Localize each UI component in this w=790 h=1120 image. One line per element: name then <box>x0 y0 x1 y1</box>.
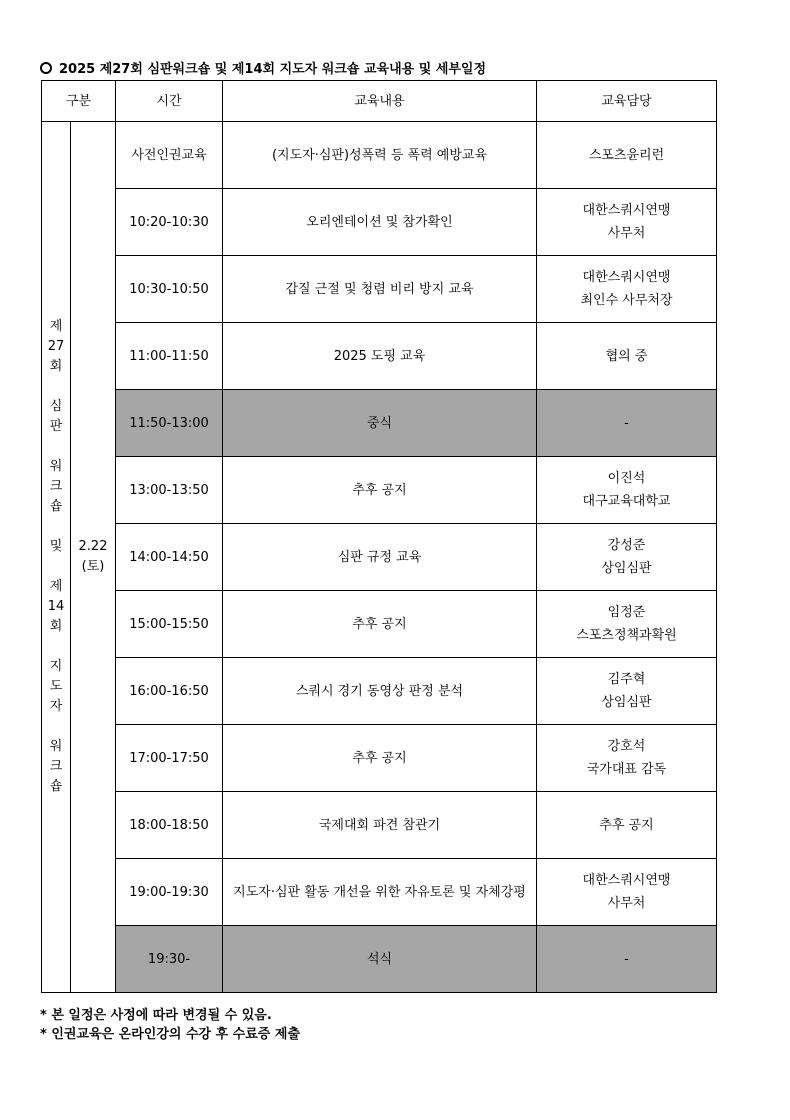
header-time: 시간 <box>116 81 223 122</box>
content-cell: 추후 공지 <box>223 591 537 658</box>
charge-line-2: 대구교육대학교 <box>582 494 671 509</box>
charge-cell <box>537 859 717 926</box>
workshop-label <box>42 122 71 993</box>
charge-line-1: 대한스쿼시연맹 <box>582 203 671 218</box>
charge-line-1: - <box>624 415 629 431</box>
time-cell: 18:00-18:50 <box>116 792 223 859</box>
charge-cell <box>537 122 717 189</box>
charge-cell <box>537 189 717 256</box>
header-charge: 교육담당 <box>537 81 717 122</box>
notes <box>40 1006 300 1044</box>
charge-line-2: 사무처 <box>607 896 646 911</box>
charge-line-1: 임정준 <box>607 605 646 620</box>
charge-line-2: 사무처 <box>607 226 646 241</box>
charge-line-1: 스포츠윤리런 <box>588 147 665 163</box>
table-row <box>42 859 717 926</box>
time-cell: 16:00-16:50 <box>116 658 223 725</box>
content-cell: 오리엔테이션 및 참가확인 <box>223 189 537 256</box>
charge-cell <box>537 725 717 792</box>
charge-cell <box>537 591 717 658</box>
table-row <box>42 524 717 591</box>
charge-cell <box>537 390 717 457</box>
time-cell: 11:00-11:50 <box>116 323 223 390</box>
charge-line-2: 국가대표 감독 <box>586 762 667 777</box>
charge-line-1: 강호석 <box>607 739 646 754</box>
content-cell: (지도자·심판)성폭력 등 폭력 예방교육 <box>223 122 537 189</box>
charge-line-1: 추후 공지 <box>599 817 654 833</box>
schedule-table <box>41 80 717 993</box>
content-cell: 국제대회 파견 참관기 <box>223 792 537 859</box>
header-category: 구분 <box>42 81 116 122</box>
circle-bullet-icon <box>40 62 52 74</box>
table-row <box>42 122 717 189</box>
title-text: 2025 제27회 심판워크숍 및 제14회 지도자 워크숍 교육내용 및 세부일정 <box>59 62 487 77</box>
time-cell: 14:00-14:50 <box>116 524 223 591</box>
content-cell: 스쿼시 경기 동영상 판정 분석 <box>223 658 537 725</box>
time-cell: 15:00-15:50 <box>116 591 223 658</box>
charge-cell <box>537 323 717 390</box>
note-item: * 본 일정은 사정에 따라 변경될 수 있음. <box>40 1008 272 1023</box>
charge-line-1: 김주혁 <box>607 672 646 687</box>
time-cell: 13:00-13:50 <box>116 457 223 524</box>
date-weekday: (토) <box>81 559 105 574</box>
table-row <box>42 323 717 390</box>
time-cell: 19:30- <box>116 926 223 993</box>
note-item: * 인권교육은 온라인강의 수강 후 수료증 제출 <box>40 1027 300 1042</box>
content-cell: 추후 공지 <box>223 725 537 792</box>
charge-cell <box>537 256 717 323</box>
time-cell: 10:30-10:50 <box>116 256 223 323</box>
content-cell: 추후 공지 <box>223 457 537 524</box>
table-row <box>42 390 717 457</box>
time-cell: 사전인권교육 <box>116 122 223 189</box>
charge-line-1: 대한스쿼시연맹 <box>582 873 671 888</box>
table-row <box>42 926 717 993</box>
charge-cell <box>537 926 717 993</box>
header-row <box>42 81 717 122</box>
time-cell: 10:20-10:30 <box>116 189 223 256</box>
time-cell: 19:00-19:30 <box>116 859 223 926</box>
time-cell: 17:00-17:50 <box>116 725 223 792</box>
date-cell <box>71 122 116 993</box>
charge-line-1: 강성준 <box>607 538 646 553</box>
charge-cell <box>537 457 717 524</box>
charge-line-2: 최인수 사무처장 <box>580 293 673 308</box>
charge-line-1: 대한스쿼시연맹 <box>582 270 671 285</box>
content-cell: 석식 <box>223 926 537 993</box>
document-title <box>40 58 486 77</box>
table-row <box>42 457 717 524</box>
charge-cell <box>537 792 717 859</box>
charge-line-2: 상임심판 <box>601 695 652 710</box>
charge-line-2: 스포츠정책과확원 <box>576 628 677 643</box>
date-day: 2.22 <box>78 539 108 554</box>
table-row <box>42 792 717 859</box>
charge-cell <box>537 658 717 725</box>
charge-line-1: 협의 중 <box>605 348 648 364</box>
table-row <box>42 725 717 792</box>
table-row <box>42 658 717 725</box>
table-row <box>42 256 717 323</box>
charge-line-2: 상임심판 <box>601 561 652 576</box>
charge-line-1: 이진석 <box>607 471 646 486</box>
time-cell: 11:50-13:00 <box>116 390 223 457</box>
table-row <box>42 189 717 256</box>
workshop-label-text: 제 27 회 심 판 워 크 숍 및 제 14 회 지 도 자 워 크 숍 <box>47 319 65 794</box>
content-cell: 중식 <box>223 390 537 457</box>
content-cell: 2025 도핑 교육 <box>223 323 537 390</box>
content-cell: 지도자·심판 활동 개선을 위한 자유토론 및 자체강평 <box>223 859 537 926</box>
charge-cell <box>537 524 717 591</box>
content-cell: 갑질 근절 및 청렴 비리 방지 교육 <box>223 256 537 323</box>
table-row <box>42 591 717 658</box>
content-cell: 심판 규정 교육 <box>223 524 537 591</box>
header-content: 교육내용 <box>223 81 537 122</box>
charge-line-1: - <box>624 951 629 967</box>
